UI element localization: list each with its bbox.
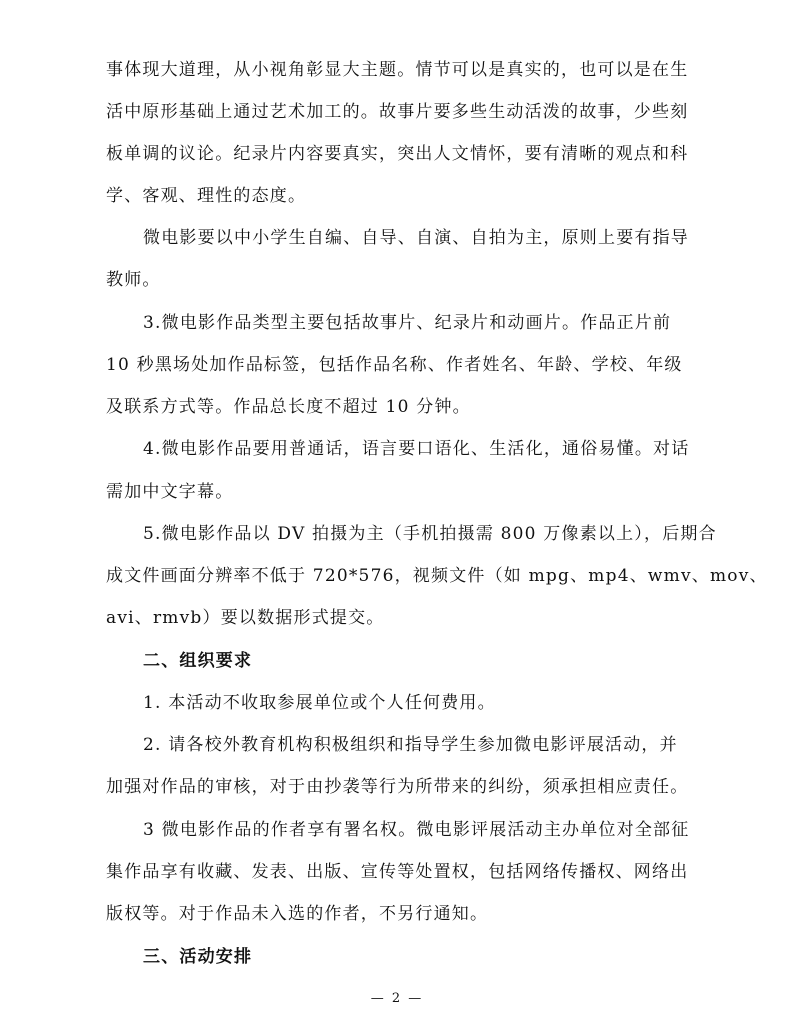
paragraph-line: 板单调的议论。纪录片内容要真实，突出人文情怀，要有清晰的观点和科 bbox=[106, 144, 689, 164]
paragraph-line: 需加中文字幕。 bbox=[106, 482, 234, 502]
paragraph-line: 事体现大道理，从小视角彰显大主题。情节可以是真实的，也可以是在生 bbox=[106, 60, 689, 80]
paragraph-line: 成文件画面分辨率不低于 720*576，视频文件（如 mpg、mp4、wmv、mov、 bbox=[106, 566, 768, 586]
paragraph-line: 学、客观、理性的态度。 bbox=[106, 186, 307, 206]
paragraph-line: 10 秒黑场处加作品标签，包括作品名称、作者姓名、年龄、学校、年级 bbox=[106, 355, 683, 375]
paragraph-line: avi、rmvb）要以数据形式提交。 bbox=[106, 608, 385, 628]
page-number: — 2 — bbox=[370, 991, 424, 1006]
paragraph-line: 4.微电影作品要用普通话，语言要口语化、生活化，通俗易懂。对话 bbox=[143, 439, 690, 459]
section-heading: 二、组织要求 bbox=[143, 651, 253, 671]
section-heading: 三、活动安排 bbox=[143, 947, 253, 967]
paragraph-line: 活中原形基础上通过艺术加工的。故事片要多些生动活泼的故事，少些刻 bbox=[106, 102, 689, 122]
paragraph-line: 3.微电影作品类型主要包括故事片、纪录片和动画片。作品正片前 bbox=[143, 313, 672, 333]
paragraph-line: 版权等。对于作品未入选的作者，不另行通知。 bbox=[106, 904, 489, 924]
paragraph-line: 加强对作品的审核，对于由抄袭等行为所带来的纠纷，须承担相应责任。 bbox=[106, 777, 689, 797]
paragraph-line: 教师。 bbox=[106, 270, 161, 290]
paragraph-line: 3 微电影作品的作者享有署名权。微电影评展活动主办单位对全部征 bbox=[143, 820, 690, 840]
paragraph-line: 微电影要以中小学生自编、自导、自演、自拍为主，原则上要有指导 bbox=[143, 228, 689, 248]
paragraph-line: 及联系方式等。作品总长度不超过 10 分钟。 bbox=[106, 397, 471, 417]
paragraph-line: 2. 请各校外教育机构积极组织和指导学生参加微电影评展活动，并 bbox=[143, 735, 678, 755]
paragraph-line: 5.微电影作品以 DV 拍摄为主（手机拍摄需 800 万像素以上），后期合 bbox=[143, 524, 717, 544]
paragraph-line: 集作品享有收藏、发表、出版、宣传等处置权，包括网络传播权、网络出 bbox=[106, 862, 689, 882]
paragraph-line: 1. 本活动不收取参展单位或个人任何费用。 bbox=[143, 693, 496, 713]
